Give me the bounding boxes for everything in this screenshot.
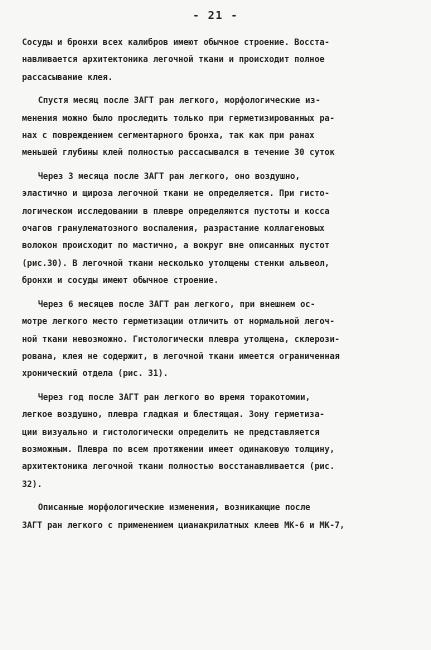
text-line: Спустя месяц после ЗАГТ ран легкого, морфологические из-	[38, 95, 321, 106]
text-line: Через год после ЗАГТ ран легкого во время торакотомии,	[38, 391, 311, 402]
page-number: - 21 -	[192, 9, 239, 22]
text-line: очагов гранулематозного воспаления, разрастание коллагеновых	[22, 223, 325, 234]
text-line: ЗАГТ ран легкого с применением цианакрилатных клеев МК-6 и МК-7,	[22, 519, 345, 530]
paragraph-5	[22, 389, 410, 493]
paragraph-4	[22, 296, 410, 383]
text-line: меньшей глубины клей полностью рассасывался в течение 30 суток	[22, 147, 335, 158]
text-line: бронхи и сосуды имеют обычное строение.	[22, 275, 219, 286]
text-line: волокон происходит по мастично, а вокруг вне описанных пустот	[22, 240, 330, 251]
text-line: навливается архитектоника легочной ткани и происходит полное	[22, 54, 325, 65]
text-line: менения можно было проследить только при герметизированных ра-	[22, 112, 335, 123]
text-line: возможным. Плевра по всем протяжении имеет одинаковую толщину,	[22, 443, 335, 454]
text-line: архитектоника легочной ткани полностью восстанавливается (рис.	[22, 461, 335, 472]
paragraph-1	[22, 34, 410, 86]
text-line: (рис.30). В легочной ткани несколько утолщены стенки альвеол,	[22, 257, 330, 268]
paragraph-6	[22, 499, 410, 534]
text-line: Сосуды и бронхи всех калибров имеют обычное строение. Восста-	[22, 37, 330, 47]
text-line: Через 3 месяца после ЗАГТ ран легкого, оно воздушно,	[38, 170, 301, 181]
text-line: логическом исследовании в плевре определяются пустоты и косса	[22, 205, 330, 216]
text-line: ной ткани невозможно. Гистологически плевра утолщена, склерози-	[22, 333, 340, 344]
text-line: эластично и щироза легочной ткани не определяется. При гисто-	[22, 188, 330, 199]
text-line: рована, клея не содержит, в легочной ткани имеется ограниченная	[22, 350, 340, 361]
text-line: хронический отдела (рис. 31).	[22, 368, 169, 379]
text-line: мотре легкого место герметизации отличить от нормальной легоч-	[22, 316, 335, 327]
text-line: Через 6 месяцев после ЗАГТ ран легкого, при внешнем ос-	[38, 298, 316, 309]
text-line: нах с повреждением сегментарного бронха, так как при ранах	[22, 130, 315, 141]
text-line: легкое воздушно, плевра гладкая и блестящая. Зону герметиза-	[22, 409, 325, 420]
text-line: Описанные морфологические изменения, возникающие после	[38, 502, 311, 513]
text-line: ции визуально и гистологически определить не представляется	[22, 426, 320, 437]
paragraph-3	[22, 168, 410, 290]
text-line: рассасывание клея.	[22, 71, 113, 82]
body-text	[22, 34, 410, 534]
text-line: 32).	[22, 478, 43, 489]
paragraph-2	[22, 92, 410, 162]
